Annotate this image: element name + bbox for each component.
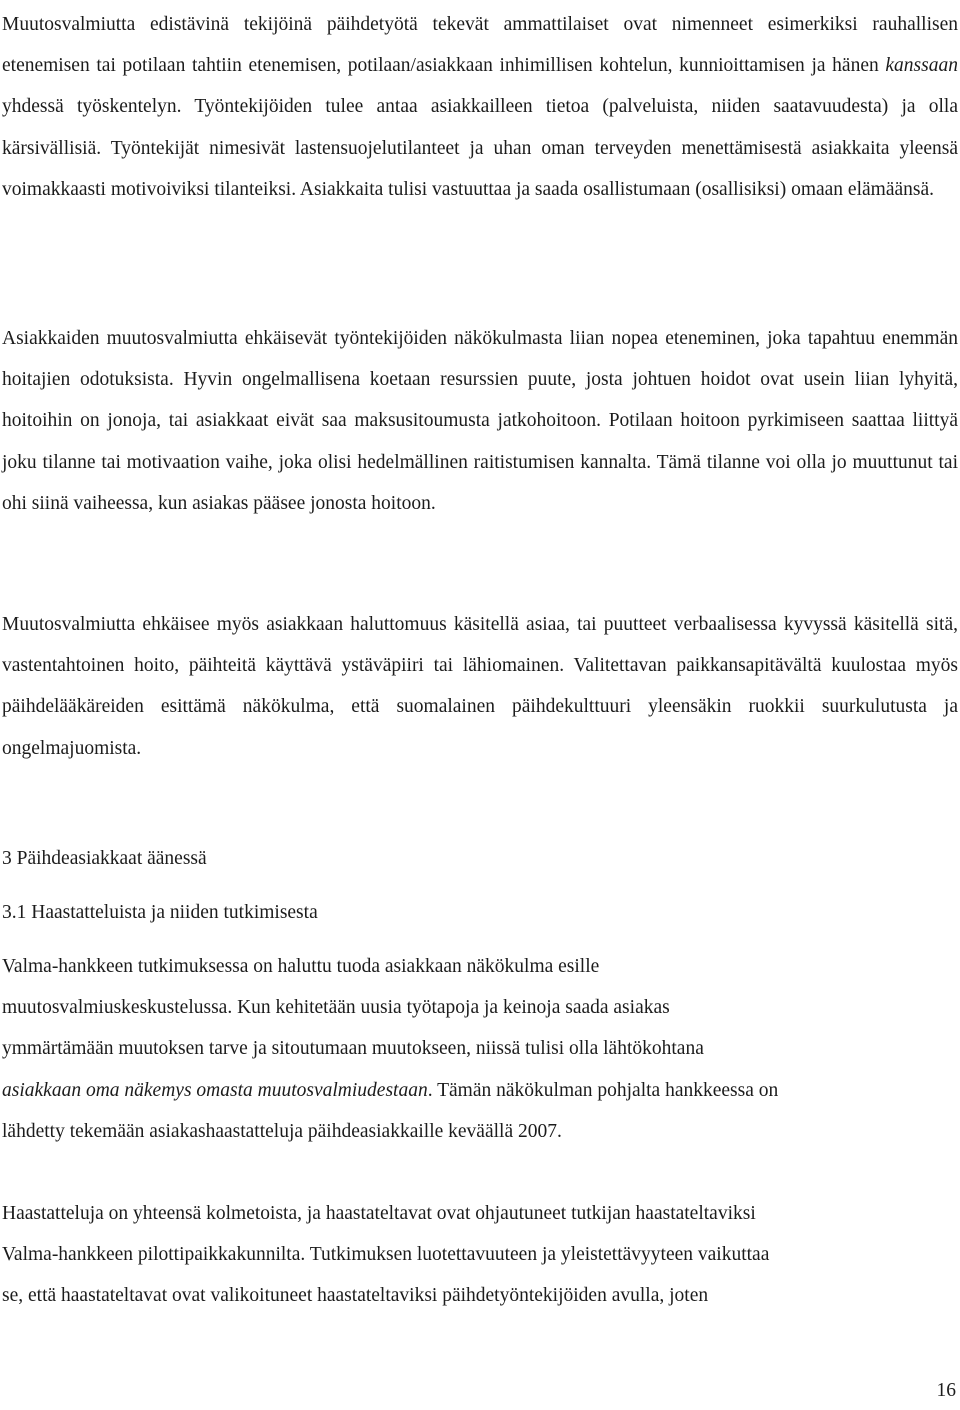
emphasized-phrase: asiakkaan oma näkemys omasta muutosvalmiudestaan: [2, 1079, 428, 1101]
page-number: 16: [936, 1380, 956, 1401]
section-heading: 3.1 Haastatteluista ja niiden tutkimisesta: [2, 902, 318, 923]
paragraph-client-reluctance: Muutosvalmiutta ehkäisee myös asiakkaan haluttomuus käsitellä asiaa, tai puutteet verbaalisessa kyvyssä käsitellä sitä, vastentahtoinen hoito, päihteitä käyttävä ystäväpiiri tai lähiomainen. Valitettavan paikkansapitävältä kuulostaa myös päihdelääkäreiden esittämä näkökulma, että suomalainen päihdekulttuuri yleensäkin ruokkii suurkulutusta ja ongelmajuomista.: [2, 614, 958, 759]
paragraph-line: ymmärtämään muutoksen tarve ja sitoutumaan muutokseen, niissä tulisi olla lähtökohtana: [2, 1038, 704, 1060]
paragraph-line: se, että haastateltavat ovat valikoituneet haastateltaviksi päihdetyöntekijöiden avulla, joten: [2, 1285, 709, 1307]
paragraph-interview-selection: [2, 1193, 958, 1317]
paragraph-line: lähdetty tekemään asiakashaastatteluja päihdeasiakkaille keväällä 2007.: [2, 1120, 562, 1142]
paragraph-change-readiness-obstacles: Asiakkaiden muutosvalmiutta ehkäisevät työntekijöiden näkökulmasta liian nopea eteneminen, joka tapahtuu enemmän hoitajien odotuksista. Hyvin ongelmallisena koetaan resurssien puute, josta johtuen hoidot ovat usein liian lyhyitä, hoitoihin on jonoja, tai asiakkaat eivät saa maksusitoumusta jatkohoitoon. Potilaan hoitoon pyrkimiseen saattaa liittyä joku tilanne tai motivaation vaihe, joka olisi hedelmällinen raitistumisen kannalta. Tämä tilanne voi olla jo muuttunut tai ohi siinä vaiheessa, kun asiakas pääsee jonosta hoitoon.: [2, 328, 958, 514]
paragraph-line: Haastatteluja on yhteensä kolmetoista, ja haastateltavat ovat ohjautuneet tutkijan haastateltaviksi: [2, 1203, 756, 1224]
paragraph-text: yhdessä työskentelyn. Työntekijöiden tulee antaa asiakkailleen tietoa (palveluista, niiden saatavuudesta) ja olla kärsivällisiä. Työntekijät nimesivät lastensuojelutilanteet ja uhan oman terveyden menettämisestä asiakkaita yleensä voimakkaasti motivoiviksi tilanteiksi. Asiakkaita tulisi vastuuttaa ja saada osallistumaan (osallisiksi) omaan elämäänsä.: [2, 96, 958, 200]
emphasized-word: kanssaan: [885, 55, 958, 77]
paragraph-line: [2, 1070, 958, 1111]
paragraph-line: Valma-hankkeen tutkimuksessa on haluttu tuoda asiakkaan näkökulma esille: [2, 956, 600, 977]
paragraph-text: . Tämän näkökulman pohjalta hankkeessa on: [427, 1079, 779, 1101]
paragraph-interviews-intro: [2, 946, 958, 1152]
paragraph-line: Valma-hankkeen pilottipaikkakunnilta. Tutkimuksen luotettavuuteen ja yleistettävyyteen vaikuttaa: [2, 1244, 770, 1266]
paragraph-line: muutosvalmiuskeskustelussa. Kun kehitetään uusia työtapoja ja keinoja saada asiakas: [2, 997, 670, 1019]
paragraph-change-readiness-factors: [2, 4, 958, 210]
paragraph-text: Muutosvalmiutta edistävinä tekijöinä päihdetyötä tekevät ammattilaiset ovat nimenneet esimerkiksi rauhallisen etenemisen tai potilaan tahtiin etenemisen, potilaan/asiakkaan inhimillisen kohtelun, kunnioittamisen ja hänen: [2, 14, 958, 77]
chapter-heading: 3 Päihdeasiakkaat äänessä: [2, 848, 207, 869]
